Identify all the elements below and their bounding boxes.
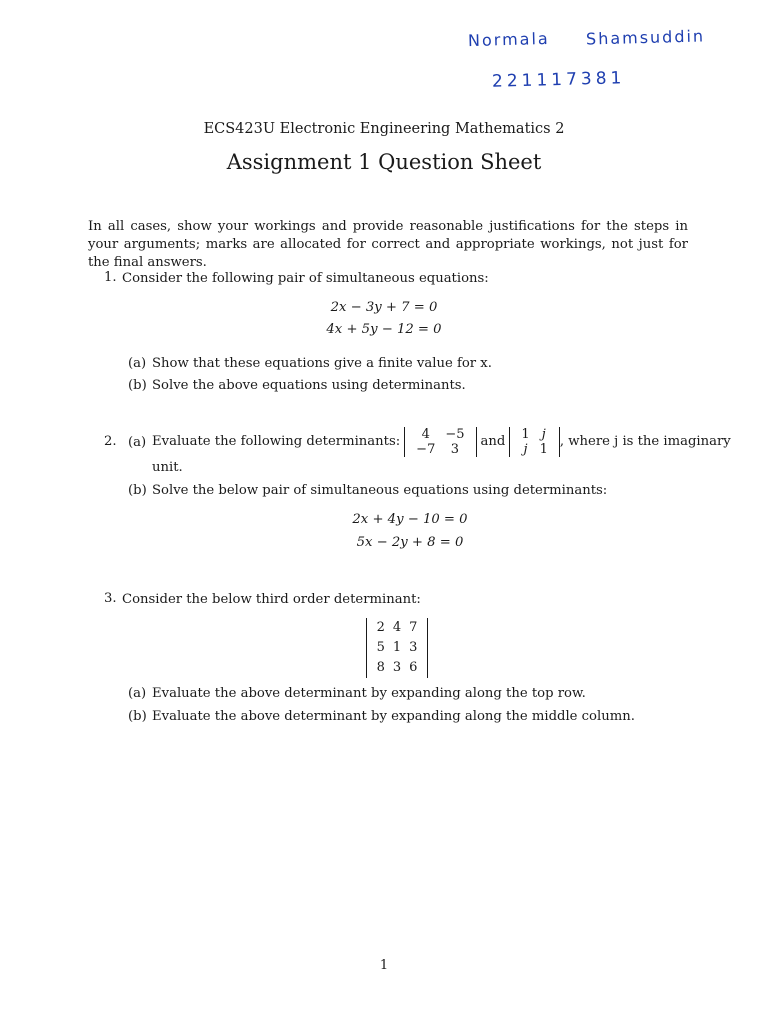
q2-part-a-continuation: unit. [152,460,183,475]
q2-equation-1: 2x + 4y − 10 = 0 [352,512,468,527]
q2-part-a-line [152,422,731,462]
det1-row [411,427,469,442]
det3-cell: 3 [409,640,418,655]
handwritten-student-id: 221117381 [491,68,626,92]
q3-determinant-wrap [0,618,768,678]
det2-cell: j [541,427,546,442]
q1-part-a-label: (a) [128,356,147,371]
q2-part-b-label: (b) [128,483,147,498]
det1-row [411,442,469,457]
det2-row [516,442,553,457]
q1-part-a-text: Show that these equations give a finite value for x. [152,356,492,371]
q2-determinant-1 [404,427,476,457]
det3-cell: 5 [376,640,385,655]
q2-determinant-2 [509,427,560,457]
q1-equation-2: 4x + 5y − 12 = 0 [326,322,442,337]
q1-number: 1. [104,270,117,285]
q1-text: Consider the following pair of simultaneous equations: [122,271,489,286]
q2-part-a-text: Evaluate the following determinants: [152,434,401,449]
handwritten-first-name: Normala [467,28,550,51]
det2-cell: j [523,442,528,457]
det1-cell: −5 [445,427,465,442]
det3-row [373,618,422,638]
det3-cell: 8 [376,660,385,675]
det3-cell: 2 [376,620,385,635]
det2-cell: 1 [521,427,530,442]
det1-cell: −7 [416,442,436,457]
q2-part-a-text-after: , where j is the imaginary [559,434,731,449]
det1-cell: 3 [450,442,460,457]
q3-text: Consider the below third order determinant: [122,592,421,607]
q3-determinant [366,618,429,678]
page-title: Assignment 1 Question Sheet [226,150,542,174]
det3-cell: 1 [392,640,402,655]
q2-and-text: and [480,434,506,449]
q3-part-a-label: (a) [128,686,147,701]
q3-part-a-text: Evaluate the above determinant by expanding along the top row. [152,686,586,701]
det2-cell: 1 [539,442,548,457]
q2-part-a-label: (a) [128,435,147,450]
det3-row [373,658,422,678]
det1-cell: 4 [421,427,430,442]
handwritten-last-name: Shamsuddin [585,26,706,49]
q1-equation-1: 2x − 3y + 7 = 0 [330,300,438,315]
q1-part-b-label: (b) [128,378,147,393]
q1-part-b-text: Solve the above equations using determinants. [152,378,466,393]
det3-row [373,638,422,658]
det3-cell: 6 [409,660,418,675]
course-title: ECS423U Electronic Engineering Mathematics 2 [203,121,565,137]
det3-cell: 3 [392,660,402,675]
det2-row [516,427,553,442]
q3-number: 3. [104,591,117,606]
q2-equation-2: 5x − 2y + 8 = 0 [356,535,464,550]
q2-part-b-text: Solve the below pair of simultaneous equations using determinants: [152,483,608,498]
q3-part-b-label: (b) [128,709,147,724]
q2-number: 2. [104,434,117,449]
q3-part-b-text: Evaluate the above determinant by expanding along the middle column. [152,709,635,724]
instructions-paragraph: In all cases, show your workings and provide reasonable justifications for the steps in your arguments; marks are allocated for correct and appropriate workings, not just for the final answers. [88,219,688,270]
page-number: 1 [379,958,389,973]
det3-cell: 4 [392,620,402,635]
det3-cell: 7 [409,620,418,635]
